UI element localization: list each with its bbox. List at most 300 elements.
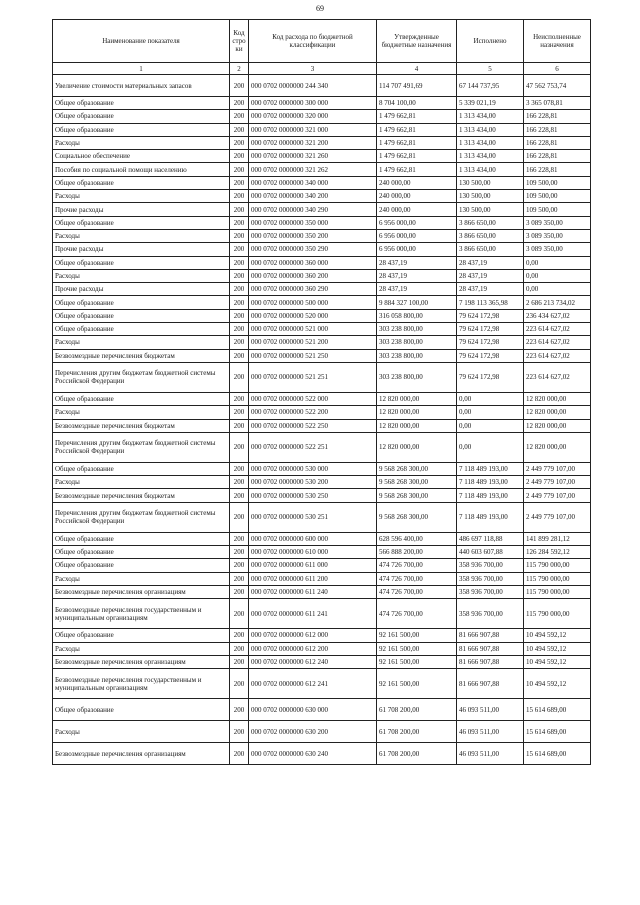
table-row [53,176,591,189]
row-expense-code: 000 0702 0000000 360 200 [249,269,377,282]
row-approved: 9 568 268 300,00 [377,489,457,502]
row-expense-code: 000 0702 0000000 611 000 [249,559,377,572]
row-unexecuted: 109 500,00 [524,176,591,189]
row-executed: 67 144 737,95 [457,75,524,97]
row-unexecuted: 15 614 689,00 [524,743,591,765]
row-approved: 1 479 662,81 [377,123,457,136]
row-line-code: 200 [230,432,249,462]
table-row [53,629,591,642]
row-line-code: 200 [230,546,249,559]
row-unexecuted: 3 089 350,00 [524,216,591,229]
row-approved: 61 708 200,00 [377,743,457,765]
table-row [53,585,591,598]
row-name: Расходы [53,406,230,419]
row-expense-code: 000 0702 0000000 321 260 [249,150,377,163]
table-row [53,190,591,203]
row-expense-code: 000 0702 0000000 350 200 [249,229,377,242]
row-line-code: 200 [230,572,249,585]
row-expense-code: 000 0702 0000000 612 241 [249,669,377,699]
row-line-code: 200 [230,532,249,545]
row-name: Безвозмездные перечисления организациям [53,585,230,598]
row-name: Расходы [53,721,230,743]
table-row [53,599,591,629]
row-executed: 81 666 907,88 [457,655,524,668]
row-name: Перечисления другим бюджетам бюджетной системы Российской Федерации [53,432,230,462]
row-expense-code: 000 0702 0000000 300 000 [249,97,377,110]
row-approved: 114 707 491,69 [377,75,457,97]
row-executed: 28 437,19 [457,256,524,269]
row-name: Общее образование [53,256,230,269]
table-row [53,296,591,309]
header-executed: Исполнено [457,20,524,63]
row-expense-code: 000 0702 0000000 321 200 [249,136,377,149]
row-unexecuted: 166 228,81 [524,163,591,176]
table-row [53,323,591,336]
row-unexecuted: 0,00 [524,269,591,282]
row-executed: 440 603 607,88 [457,546,524,559]
table-row [53,110,591,123]
row-approved: 303 238 800,00 [377,336,457,349]
row-approved: 303 238 800,00 [377,362,457,392]
table-row [53,269,591,282]
row-unexecuted: 15 614 689,00 [524,699,591,721]
row-expense-code: 000 0702 0000000 610 000 [249,546,377,559]
row-expense-code: 000 0702 0000000 530 200 [249,476,377,489]
row-executed: 3 866 650,00 [457,229,524,242]
row-name: Расходы [53,190,230,203]
row-name: Общее образование [53,216,230,229]
table-row [53,336,591,349]
row-expense-code: 000 0702 0000000 630 000 [249,699,377,721]
row-expense-code: 000 0702 0000000 321 262 [249,163,377,176]
row-expense-code: 000 0702 0000000 340 290 [249,203,377,216]
row-unexecuted: 115 790 000,00 [524,599,591,629]
row-line-code: 200 [230,392,249,405]
row-line-code: 200 [230,502,249,532]
header-unexecuted: Неисполненные назначения [524,20,591,63]
row-executed: 81 666 907,88 [457,669,524,699]
row-expense-code: 000 0702 0000000 521 200 [249,336,377,349]
row-line-code: 200 [230,256,249,269]
column-number: 2 [230,63,249,75]
row-approved: 28 437,19 [377,283,457,296]
row-line-code: 200 [230,406,249,419]
row-name: Общее образование [53,699,230,721]
row-expense-code: 000 0702 0000000 350 000 [249,216,377,229]
row-approved: 9 568 268 300,00 [377,476,457,489]
row-name: Безвозмездные перечисления бюджетам [53,349,230,362]
row-expense-code: 000 0702 0000000 530 251 [249,502,377,532]
table-row [53,309,591,322]
row-line-code: 200 [230,323,249,336]
column-number-row [53,63,591,75]
row-expense-code: 000 0702 0000000 321 000 [249,123,377,136]
row-unexecuted: 12 820 000,00 [524,406,591,419]
row-executed: 130 500,00 [457,190,524,203]
row-unexecuted: 10 494 592,12 [524,629,591,642]
row-expense-code: 000 0702 0000000 522 250 [249,419,377,432]
row-unexecuted: 10 494 592,12 [524,669,591,699]
row-approved: 1 479 662,81 [377,136,457,149]
row-line-code: 200 [230,136,249,149]
row-unexecuted: 15 614 689,00 [524,721,591,743]
row-name: Социальное обеспечение [53,150,230,163]
row-line-code: 200 [230,110,249,123]
row-executed: 7 198 113 365,98 [457,296,524,309]
row-name: Расходы [53,229,230,242]
row-executed: 7 118 489 193,00 [457,502,524,532]
row-unexecuted: 115 790 000,00 [524,559,591,572]
row-executed: 0,00 [457,406,524,419]
row-executed: 358 936 700,00 [457,599,524,629]
row-name: Общее образование [53,629,230,642]
table-row [53,349,591,362]
row-name: Расходы [53,476,230,489]
row-unexecuted: 2 449 779 107,00 [524,476,591,489]
row-name: Расходы [53,269,230,282]
row-approved: 474 726 700,00 [377,599,457,629]
column-number: 4 [377,63,457,75]
row-unexecuted: 109 500,00 [524,203,591,216]
row-unexecuted: 166 228,81 [524,150,591,163]
row-name: Общее образование [53,323,230,336]
row-expense-code: 000 0702 0000000 612 200 [249,642,377,655]
table-row [53,392,591,405]
row-approved: 9 884 327 100,00 [377,296,457,309]
row-approved: 12 820 000,00 [377,432,457,462]
row-approved: 92 161 500,00 [377,655,457,668]
row-unexecuted: 166 228,81 [524,136,591,149]
row-expense-code: 000 0702 0000000 521 250 [249,349,377,362]
row-unexecuted: 2 686 213 734,02 [524,296,591,309]
row-executed: 1 313 434,00 [457,136,524,149]
table-row [53,406,591,419]
row-approved: 303 238 800,00 [377,323,457,336]
row-executed: 1 313 434,00 [457,163,524,176]
row-executed: 46 093 511,00 [457,743,524,765]
row-unexecuted: 109 500,00 [524,190,591,203]
row-expense-code: 000 0702 0000000 340 200 [249,190,377,203]
header-approved: Утвержденные бюджетные назначения [377,20,457,63]
row-executed: 46 093 511,00 [457,721,524,743]
row-name: Безвозмездные перечисления государственным и муниципальным организациям [53,669,230,699]
table-row [53,432,591,462]
row-name: Прочие расходы [53,283,230,296]
row-executed: 28 437,19 [457,283,524,296]
row-line-code: 200 [230,176,249,189]
row-approved: 1 479 662,81 [377,150,457,163]
row-executed: 81 666 907,88 [457,642,524,655]
row-unexecuted: 3 089 350,00 [524,229,591,242]
row-unexecuted: 223 614 627,02 [524,349,591,362]
row-approved: 240 000,00 [377,190,457,203]
row-approved: 6 956 000,00 [377,243,457,256]
row-expense-code: 000 0702 0000000 530 000 [249,462,377,475]
table-row [53,163,591,176]
row-approved: 6 956 000,00 [377,216,457,229]
page-number: 69 [316,4,324,13]
row-name: Пособия по социальной помощи населению [53,163,230,176]
row-unexecuted: 10 494 592,12 [524,642,591,655]
row-unexecuted: 47 562 753,74 [524,75,591,97]
row-expense-code: 000 0702 0000000 522 251 [249,432,377,462]
row-executed: 130 500,00 [457,176,524,189]
row-executed: 130 500,00 [457,203,524,216]
table-row [53,216,591,229]
table-row [53,502,591,532]
row-line-code: 200 [230,296,249,309]
row-executed: 358 936 700,00 [457,572,524,585]
row-line-code: 200 [230,462,249,475]
row-line-code: 200 [230,243,249,256]
row-name: Общее образование [53,176,230,189]
row-name: Безвозмездные перечисления организациям [53,743,230,765]
row-executed: 79 624 172,98 [457,336,524,349]
table-row [53,699,591,721]
row-executed: 79 624 172,98 [457,349,524,362]
row-executed: 1 313 434,00 [457,123,524,136]
row-expense-code: 000 0702 0000000 612 000 [249,629,377,642]
row-approved: 28 437,19 [377,256,457,269]
table-row [53,243,591,256]
row-approved: 6 956 000,00 [377,229,457,242]
row-name: Общее образование [53,110,230,123]
table-row [53,476,591,489]
table-row [53,669,591,699]
row-expense-code: 000 0702 0000000 320 000 [249,110,377,123]
row-line-code: 200 [230,229,249,242]
column-number: 6 [524,63,591,75]
row-line-code: 200 [230,642,249,655]
row-approved: 474 726 700,00 [377,585,457,598]
row-name: Общее образование [53,97,230,110]
row-unexecuted: 223 614 627,02 [524,323,591,336]
row-expense-code: 000 0702 0000000 500 000 [249,296,377,309]
row-approved: 240 000,00 [377,176,457,189]
row-approved: 566 888 200,00 [377,546,457,559]
row-expense-code: 000 0702 0000000 611 241 [249,599,377,629]
row-approved: 303 238 800,00 [377,349,457,362]
row-expense-code: 000 0702 0000000 530 250 [249,489,377,502]
row-unexecuted: 12 820 000,00 [524,419,591,432]
row-expense-code: 000 0702 0000000 521 251 [249,362,377,392]
row-expense-code: 000 0702 0000000 360 000 [249,256,377,269]
row-executed: 0,00 [457,419,524,432]
row-line-code: 200 [230,489,249,502]
row-unexecuted: 12 820 000,00 [524,392,591,405]
row-name: Безвозмездные перечисления бюджетам [53,419,230,432]
table-row [53,489,591,502]
row-line-code: 200 [230,75,249,97]
table-row [53,256,591,269]
row-expense-code: 000 0702 0000000 522 000 [249,392,377,405]
table-row [53,462,591,475]
row-approved: 8 704 100,00 [377,97,457,110]
row-name: Перечисления другим бюджетам бюджетной системы Российской Федерации [53,502,230,532]
row-line-code: 200 [230,721,249,743]
table-row [53,150,591,163]
row-line-code: 200 [230,629,249,642]
row-expense-code: 000 0702 0000000 244 340 [249,75,377,97]
row-name: Прочие расходы [53,243,230,256]
row-unexecuted: 236 434 627,02 [524,309,591,322]
row-name: Увеличение стоимости материальных запасов [53,75,230,97]
table-row [53,203,591,216]
row-executed: 81 666 907,88 [457,629,524,642]
table-row [53,655,591,668]
row-executed: 7 118 489 193,00 [457,489,524,502]
row-approved: 9 568 268 300,00 [377,502,457,532]
row-executed: 28 437,19 [457,269,524,282]
row-executed: 79 624 172,98 [457,323,524,336]
row-approved: 12 820 000,00 [377,419,457,432]
row-approved: 628 596 400,00 [377,532,457,545]
table-row [53,362,591,392]
row-unexecuted: 10 494 592,12 [524,655,591,668]
row-unexecuted: 12 820 000,00 [524,432,591,462]
row-executed: 5 339 021,19 [457,97,524,110]
row-approved: 92 161 500,00 [377,629,457,642]
row-expense-code: 000 0702 0000000 521 000 [249,323,377,336]
row-expense-code: 000 0702 0000000 360 290 [249,283,377,296]
table-row [53,642,591,655]
row-executed: 7 118 489 193,00 [457,476,524,489]
row-line-code: 200 [230,362,249,392]
row-unexecuted: 0,00 [524,283,591,296]
row-expense-code: 000 0702 0000000 611 240 [249,585,377,598]
row-expense-code: 000 0702 0000000 522 200 [249,406,377,419]
row-expense-code: 000 0702 0000000 520 000 [249,309,377,322]
row-line-code: 200 [230,699,249,721]
table-row [53,283,591,296]
row-line-code: 200 [230,585,249,598]
row-approved: 316 058 800,00 [377,309,457,322]
row-approved: 92 161 500,00 [377,642,457,655]
row-executed: 79 624 172,98 [457,309,524,322]
row-line-code: 200 [230,216,249,229]
row-expense-code: 000 0702 0000000 600 000 [249,532,377,545]
row-approved: 240 000,00 [377,203,457,216]
table-row [53,75,591,97]
row-approved: 12 820 000,00 [377,406,457,419]
row-expense-code: 000 0702 0000000 611 200 [249,572,377,585]
row-unexecuted: 166 228,81 [524,110,591,123]
row-name: Общее образование [53,546,230,559]
table-row [53,559,591,572]
row-line-code: 200 [230,655,249,668]
row-unexecuted: 0,00 [524,256,591,269]
header-expense-code: Код расхода по бюджетной классификации [249,20,377,63]
row-line-code: 200 [230,283,249,296]
row-executed: 3 866 650,00 [457,216,524,229]
row-name: Расходы [53,136,230,149]
row-name: Безвозмездные перечисления государственным и муниципальным организациям [53,599,230,629]
row-name: Общее образование [53,532,230,545]
row-unexecuted: 223 614 627,02 [524,336,591,349]
row-line-code: 200 [230,163,249,176]
header-name: Наименование показателя [53,20,230,63]
row-unexecuted: 2 449 779 107,00 [524,502,591,532]
row-expense-code: 000 0702 0000000 630 200 [249,721,377,743]
row-line-code: 200 [230,419,249,432]
row-line-code: 200 [230,150,249,163]
row-executed: 358 936 700,00 [457,585,524,598]
budget-execution-table [52,19,591,765]
column-number: 1 [53,63,230,75]
row-executed: 486 697 118,88 [457,532,524,545]
row-name: Общее образование [53,296,230,309]
row-line-code: 200 [230,123,249,136]
row-name: Расходы [53,642,230,655]
row-unexecuted: 141 899 281,12 [524,532,591,545]
row-line-code: 200 [230,309,249,322]
row-expense-code: 000 0702 0000000 630 240 [249,743,377,765]
row-executed: 1 313 434,00 [457,150,524,163]
column-number: 3 [249,63,377,75]
table-row [53,572,591,585]
row-unexecuted: 3 365 078,81 [524,97,591,110]
row-line-code: 200 [230,97,249,110]
row-name: Безвозмездные перечисления организациям [53,655,230,668]
table-row [53,419,591,432]
row-approved: 12 820 000,00 [377,392,457,405]
table-row [53,136,591,149]
row-name: Общее образование [53,123,230,136]
row-expense-code: 000 0702 0000000 340 000 [249,176,377,189]
row-unexecuted: 223 614 627,02 [524,362,591,392]
row-unexecuted: 3 089 350,00 [524,243,591,256]
row-name: Общее образование [53,559,230,572]
row-approved: 92 161 500,00 [377,669,457,699]
row-expense-code: 000 0702 0000000 350 290 [249,243,377,256]
row-name: Общее образование [53,309,230,322]
row-name: Перечисления другим бюджетам бюджетной системы Российской Федерации [53,362,230,392]
table-row [53,229,591,242]
table-row [53,546,591,559]
row-approved: 61 708 200,00 [377,699,457,721]
table-row [53,743,591,765]
row-executed: 0,00 [457,432,524,462]
row-expense-code: 000 0702 0000000 612 240 [249,655,377,668]
row-line-code: 200 [230,190,249,203]
row-executed: 79 624 172,98 [457,362,524,392]
row-executed: 0,00 [457,392,524,405]
row-unexecuted: 2 449 779 107,00 [524,489,591,502]
row-unexecuted: 126 284 592,12 [524,546,591,559]
row-name: Общее образование [53,392,230,405]
row-name: Безвозмездные перечисления бюджетам [53,489,230,502]
row-unexecuted: 166 228,81 [524,123,591,136]
table-row [53,532,591,545]
row-executed: 358 936 700,00 [457,559,524,572]
column-number: 5 [457,63,524,75]
row-line-code: 200 [230,203,249,216]
row-name: Общее образование [53,462,230,475]
header-line-code: Код стро ки [230,20,249,63]
row-executed: 3 866 650,00 [457,243,524,256]
row-executed: 7 118 489 193,00 [457,462,524,475]
table-row [53,123,591,136]
row-unexecuted: 115 790 000,00 [524,572,591,585]
table-header-row [53,20,591,63]
row-name: Прочие расходы [53,203,230,216]
row-approved: 61 708 200,00 [377,721,457,743]
row-approved: 1 479 662,81 [377,110,457,123]
row-executed: 46 093 511,00 [457,699,524,721]
row-line-code: 200 [230,743,249,765]
row-name: Расходы [53,336,230,349]
row-line-code: 200 [230,559,249,572]
